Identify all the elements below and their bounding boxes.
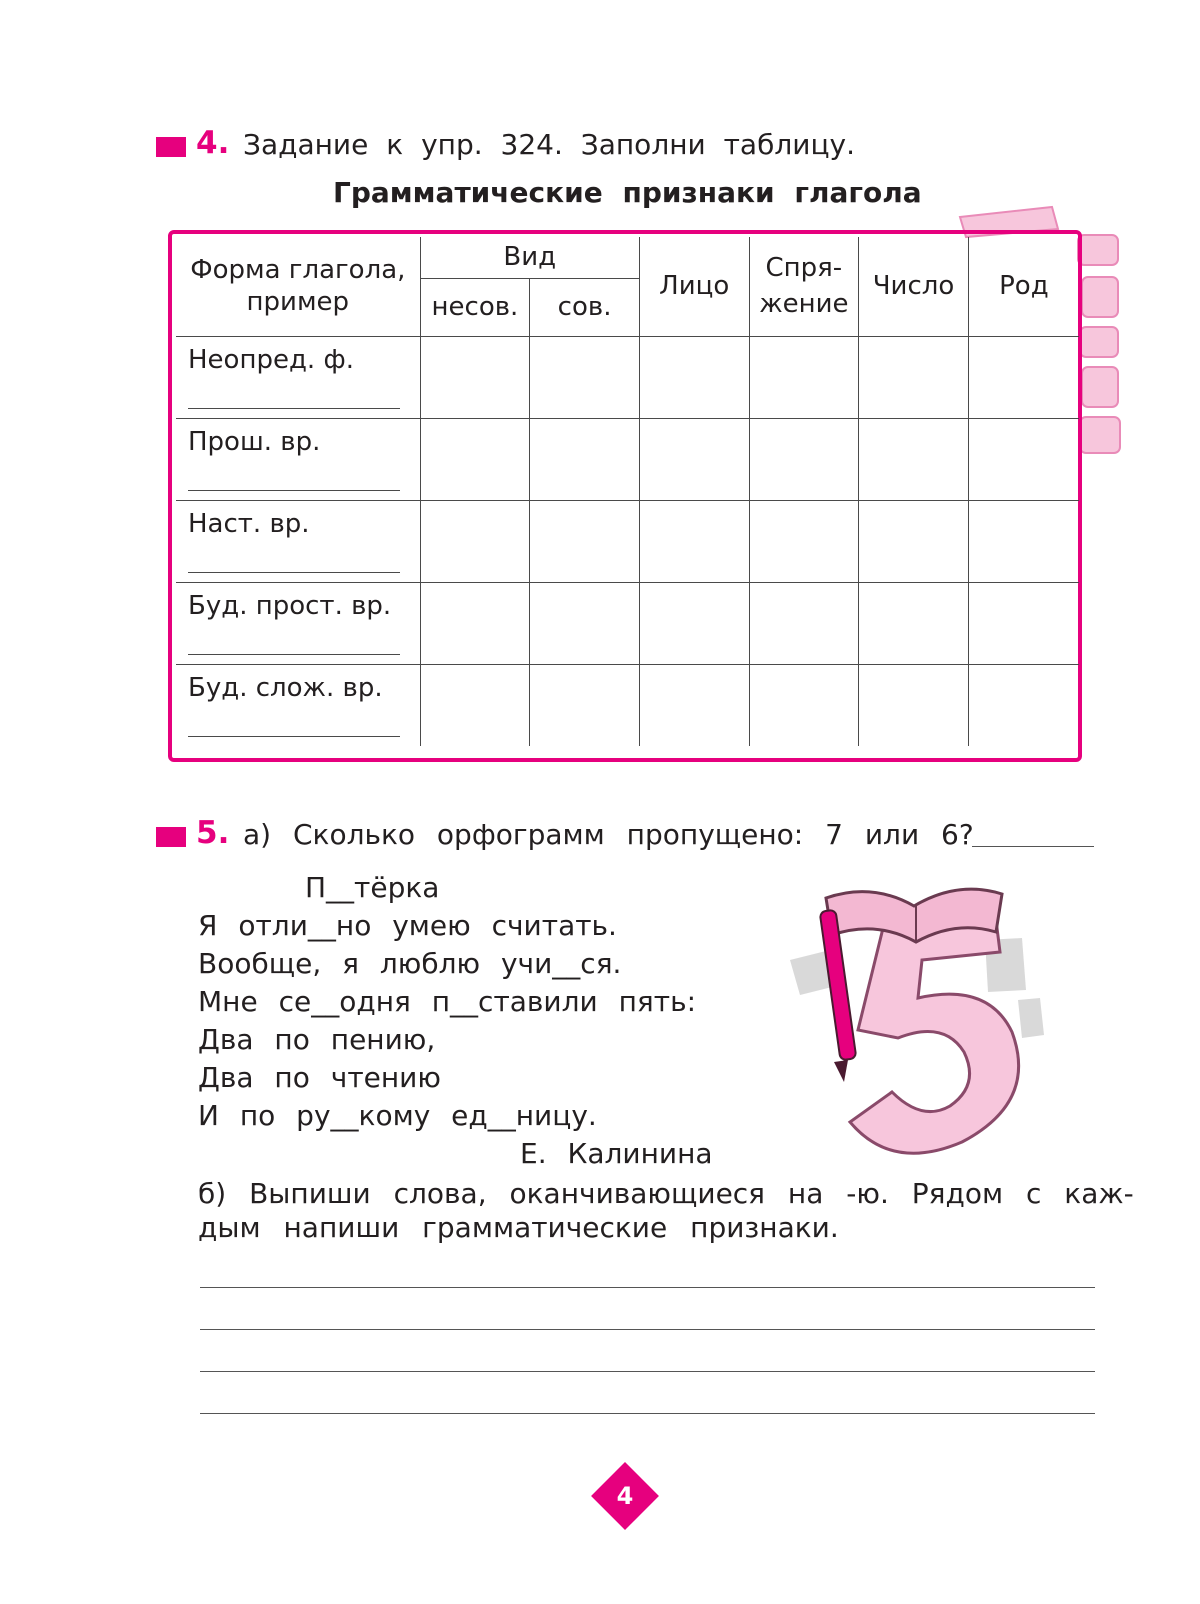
- table-cell[interactable]: [639, 664, 749, 746]
- table-cell[interactable]: [530, 418, 640, 500]
- answer-line[interactable]: [188, 408, 400, 409]
- table-cell[interactable]: [968, 664, 1079, 746]
- table-cell[interactable]: [749, 418, 859, 500]
- table-cell[interactable]: [859, 418, 969, 500]
- header-chislo: Число: [859, 237, 969, 336]
- table-cell[interactable]: [968, 582, 1079, 664]
- table-cell[interactable]: [749, 336, 859, 418]
- header-spryazhenie: Спря- жение: [749, 237, 859, 336]
- poem-line: Вообще, я люблю учи__ся.: [198, 947, 622, 980]
- table-cell[interactable]: [749, 664, 859, 746]
- table-cell[interactable]: [530, 582, 640, 664]
- answer-line[interactable]: [188, 736, 400, 737]
- answer-line[interactable]: [200, 1329, 1095, 1330]
- row-label-infinitive: Неопред. ф.: [176, 336, 420, 418]
- table-cell[interactable]: [859, 500, 969, 582]
- table-cell[interactable]: [420, 500, 530, 582]
- header-nesov: несов.: [420, 278, 530, 336]
- task-5a-question: а) Сколько орфограмм пропущено: 7 или 6?: [243, 818, 974, 851]
- table-cell[interactable]: [968, 336, 1079, 418]
- answer-line[interactable]: [200, 1413, 1095, 1414]
- table-cell[interactable]: [420, 418, 530, 500]
- answer-line[interactable]: [188, 654, 400, 655]
- answer-line[interactable]: [188, 572, 400, 573]
- header-rod: Род: [968, 237, 1079, 336]
- row-label-present: Наст. вр.: [176, 500, 420, 582]
- task-5b-line-1: б) Выпиши слова, оканчивающиеся на -ю. Рядом с каж-: [198, 1177, 1134, 1210]
- table-cell[interactable]: [639, 500, 749, 582]
- table-cell[interactable]: [859, 336, 969, 418]
- row-label-future-compound: Буд. слож. вр.: [176, 664, 420, 746]
- header-vid: Вид: [420, 237, 639, 278]
- poem-line: Я отли__но умею считать.: [198, 909, 617, 942]
- header-form: Форма глагола, пример: [176, 237, 420, 336]
- page-number: 4: [616, 1482, 634, 1510]
- verb-features-table: [176, 237, 1079, 746]
- answer-line[interactable]: [972, 846, 1094, 847]
- table-cell[interactable]: [968, 418, 1079, 500]
- task-5b-line-2: дым напиши грамматические признаки.: [198, 1211, 839, 1244]
- answer-line[interactable]: [200, 1287, 1095, 1288]
- answer-line[interactable]: [200, 1371, 1095, 1372]
- table-cell[interactable]: [420, 664, 530, 746]
- header-sov: сов.: [530, 278, 640, 336]
- poem-line: Мне се__одня п__ставили пять:: [198, 985, 697, 1018]
- task-marker: [156, 827, 186, 847]
- table-cell[interactable]: [639, 582, 749, 664]
- task-number-4: 4.: [196, 125, 230, 161]
- table-cell[interactable]: [639, 336, 749, 418]
- table-cell[interactable]: [420, 582, 530, 664]
- row-label-past: Прош. вр.: [176, 418, 420, 500]
- table-cell[interactable]: [968, 500, 1079, 582]
- poem-line: Два по чтению: [198, 1061, 441, 1094]
- poem-line: И по ру__кому ед__ницу.: [198, 1099, 597, 1132]
- poem-line: Два по пению,: [198, 1023, 436, 1056]
- task-number-5: 5.: [196, 815, 230, 851]
- table-cell[interactable]: [530, 664, 640, 746]
- table-cell[interactable]: [749, 500, 859, 582]
- header-lico: Лицо: [639, 237, 749, 336]
- table-cell[interactable]: [749, 582, 859, 664]
- table-cell[interactable]: [859, 582, 969, 664]
- task-4-instruction: Задание к упр. 324. Заполни таблицу.: [243, 128, 855, 161]
- poem-title: П__тёрка: [305, 871, 440, 904]
- table-cell[interactable]: [420, 336, 530, 418]
- table-cell[interactable]: [530, 500, 640, 582]
- row-label-future-simple: Буд. прост. вр.: [176, 582, 420, 664]
- grade-five-illustration: [790, 880, 1080, 1170]
- answer-line[interactable]: [188, 490, 400, 491]
- task-marker: [156, 137, 186, 157]
- table-cell[interactable]: [859, 664, 969, 746]
- poem-author: Е. Калинина: [520, 1137, 713, 1170]
- table-cell[interactable]: [530, 336, 640, 418]
- table-cell[interactable]: [639, 418, 749, 500]
- table-title: Грамматические признаки глагола: [333, 176, 922, 209]
